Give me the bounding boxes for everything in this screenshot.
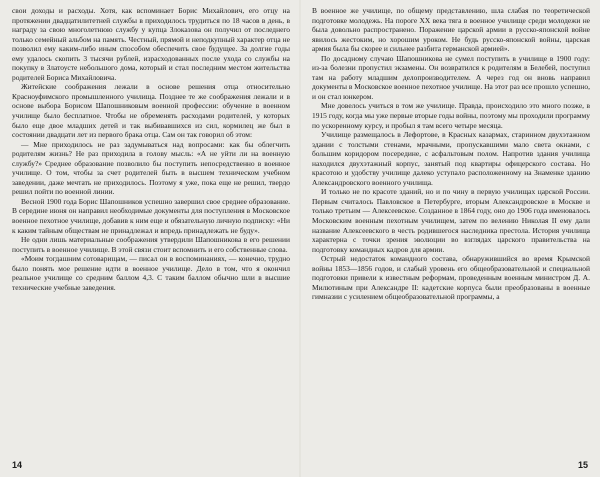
right-paragraph-2: По досадному случаю Шапошникова не сумел поступить в училище в 1900 году: из-за болезни пропустил экзамены. Он возвратился к родителям в Белебей, поступил там на работу младшим делопроизводителем. А через год он вновь направил документы в Московское военное пехотное училище. На этот раз все прошло успешно, и он стал юнкером. — [312, 53, 590, 101]
right-paragraph-5: И только не по красоте зданий, но и по чину в первую училищах царской России. Первым считалось Павловское в Петербурге, вторым Александровское в Москве и только третьим — Алексеевское. Созданное в 1864 году, оно до 1906 года именовалось Московским военным пехотным училищем, затем по велению Николая II ему дали название Алексеевского в честь родившегося наследника престола. История училища характерна с точки зрения эволюции во взглядах царского правительства на подготовку командных кадров для армии. — [312, 187, 590, 254]
left-paragraph-1: свои доходы и расходы. Хотя, как вспоминает Борис Михайлович, его отцу на протяжении двадцатилитетней службы в приходилось трудиться по 18 часов в день, в награду за свою многолетнюю службу у купца Злоказова он получил от последнего только семейный альбом на память. Честный, прямой и неподкупный характер отца не позволил ему каким-либо иным способом обеспечить свое будущее. За долгие годы ему удалось скопить 3 тысячи рублей, израсходованных после ухода со службы на покупку в Златоусте небольшого дома, который и стал последним местом жительства родителей Бориса Михайловича. — [12, 6, 290, 82]
left-paragraph-6: «Моим тогдашним сотоварищам, — писал он в воспоминаниях, — конечно, трудно было понять мое решение идти в военное училище. Дело в том, что я окончил реальное училище со средним баллом 4,3. С таким баллом обычно шли в высшие технические учебные заведения. — [12, 254, 290, 292]
left-paragraph-4: Весной 1900 года Борис Шапошников успешно завершил свое среднее образование. В середине июня он направил необходимые документы для поступления в Московское военное пехотное училище, добавив к ним еще и обязательную личную подписку: «Ни к каким тайным обществам не принадлежал и впредь принадлежать не буду». — [12, 196, 290, 235]
right-paragraph-4: Училище размещалось в Лефортове, в Красных казармах, старинном двухэтажном здании с толстыми стенами, мрачными, пропускавшими мало света окнами, с большим коридором посередине, с асфальтовым полом. Напротив здания училища находился двухэтажный корпус, занятый под квартиры офицерского состава. Но красотою и удобству училище далеко уступало расположенному на Знаменке зданию Александровского военного училища. — [312, 130, 590, 187]
right-page-number: 15 — [577, 460, 588, 470]
right-page — [300, 0, 600, 477]
right-paragraph-6: Острый недостаток командного состава, обнаружившийся во время Крымской войны 1853—1856 годов, и слабый уровень его общеобразовательной и специальной подготовки привели к известным реформам, проведенным военным министром Д. А. Милютиным при Александре II: кадетские корпуса были преобразованы в военные гимназии с усилением общеобразовательной программы, а — [312, 254, 590, 302]
left-paragraph-5: Не одни лишь материальные соображения утвердили Шапошникова в его решении поступить в военное училище. В этой связи стоит вспомнить и его собственные слова. — [12, 235, 290, 254]
right-paragraph-1: В военное же училище, по общему представлению, шла слабая по теоретической подготовке молодежь. На пороге XX века тяга в военное училище среди молодежи не была довольно распространено. Поражение царской армии в русско-японской войне явилось жестоким, но хорошим уроком. Не будь русско-японской войны, царская армия была бы скорее и сильнее разбита германской армией». — [312, 6, 590, 54]
left-paragraph-2: Житейские соображения лежали в основе решения отца относительно Красноуфимского промышленного училища. Позднее те же соображения лежали и в основе выбора Борисом Шапошниковым военной профессии: обучение в военном училище было бесплатное. Чтобы не обременять расходами родителей, у которых было еще двое младших детей и так выбивавшихся из сил, кормилец же был в состоянии двадцати лет из первого брака отца. Сам он так говорил об этом: — [12, 82, 290, 140]
right-paragraph-3: Мне довелось учиться в том же училище. Правда, происходило это много позже, в 1915 году, когда мы уже первые вторые годы войны, поэтому мы проходили программу по ускоренному курсу, и пробыл я там всего четыре месяца. — [312, 101, 590, 130]
left-paragraph-3: — Мне приходилось не раз задумываться над вопросами: как бы облегчить родителям жизнь? Не раз приходила в голову мысль: «А не уйти ли на военную службу?» Среднее образование позволило бы поступить непосредственно в военное училище. О том, чтобы за счет родителей быть в высшем техническом учебном заведении, даже мечтать не приходилось. Поэтому я уже, пока еще не решил, твердо решил пойти по военной линии. — [12, 139, 290, 197]
left-page-number: 14 — [12, 460, 23, 470]
